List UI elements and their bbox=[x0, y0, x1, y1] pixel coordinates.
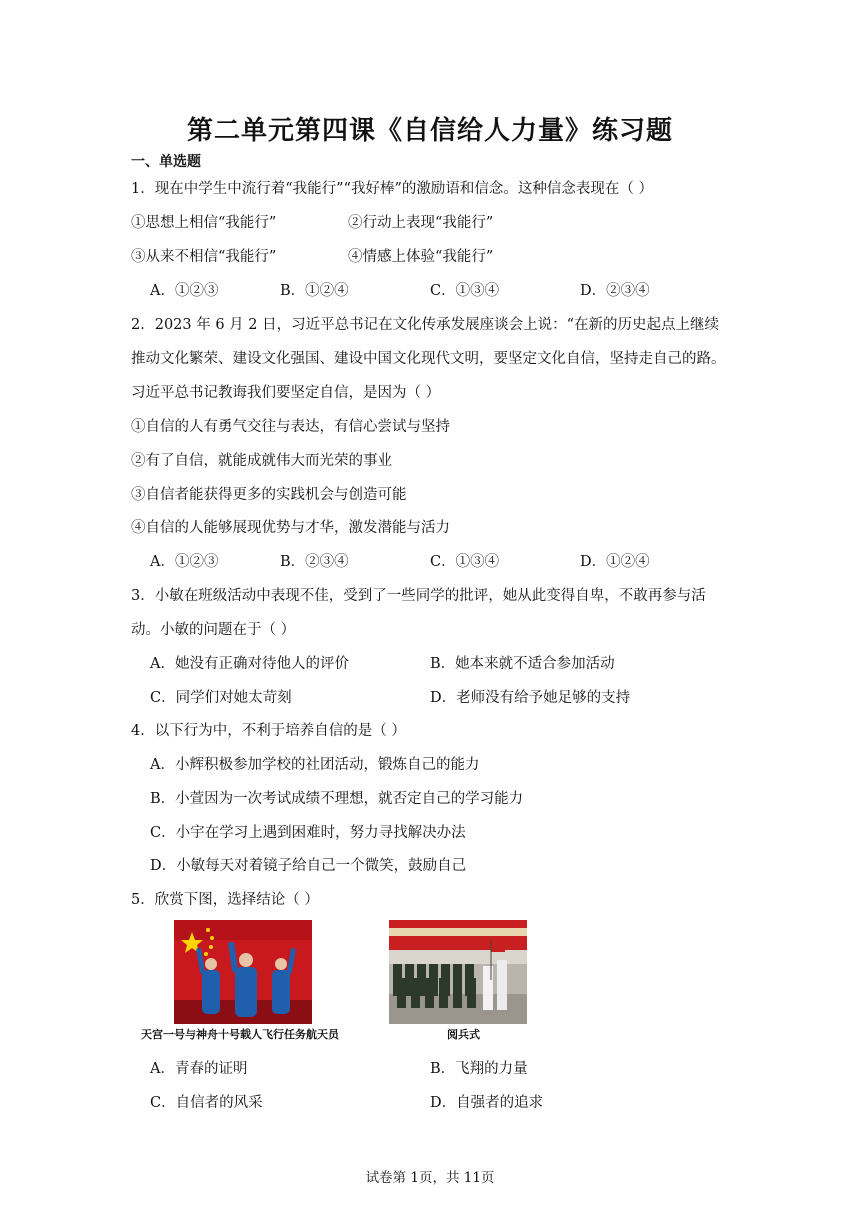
page-title: 第二单元第四课《自信给人力量》练习题 bbox=[186, 116, 673, 146]
q2-option-b[interactable]: B．②③④ bbox=[280, 554, 349, 570]
q4-option-d[interactable]: D．小敏每天对着镜子给自己一个微笑，鼓励自己 bbox=[150, 858, 467, 874]
q3-stem-line-1: 3．小敏在班级活动中表现不佳，受到了一些同学的批评，她从此变得自卑，不敢再参与活 bbox=[131, 588, 706, 604]
q2-stem-line-2: 推动文化繁荣、建设文化强国、建设中国文化现代文明，要坚定文化自信，坚持走自己的路。 bbox=[131, 351, 726, 367]
q5-option-a[interactable]: A．青春的证明 bbox=[150, 1061, 248, 1077]
q3-option-c[interactable]: C．同学们对她太苛刻 bbox=[150, 690, 292, 706]
q2-stem-line-3: 习近平总书记教诲我们要坚定自信，是因为（ ） bbox=[131, 385, 441, 401]
q3-option-b[interactable]: B．她本来就不适合参加活动 bbox=[430, 656, 615, 672]
q1-item-2: ②行动上表现“我能行” bbox=[348, 215, 494, 231]
q2-item-1: ①自信的人有勇气交往与表达，有信心尝试与坚持 bbox=[131, 419, 450, 435]
q1-option-c[interactable]: C．①③④ bbox=[430, 283, 500, 299]
q2-option-a[interactable]: A．①②③ bbox=[150, 554, 219, 570]
q1-item-3: ③从来不相信“我能行” bbox=[131, 249, 277, 265]
q1-stem: 1．现在中学生中流行着“我能行”“我好棒”的激励语和信念。这种信念表现在（ ） bbox=[131, 181, 653, 197]
q5-option-b[interactable]: B．飞翔的力量 bbox=[430, 1061, 528, 1077]
q3-option-d[interactable]: D．老师没有给予她足够的支持 bbox=[430, 690, 631, 706]
q4-option-b[interactable]: B．小萱因为一次考试成绩不理想，就否定自己的学习能力 bbox=[150, 791, 524, 807]
q3-stem-line-2: 动。小敏的问题在于（ ） bbox=[131, 622, 296, 638]
q2-option-d[interactable]: D．①②④ bbox=[580, 554, 650, 570]
q2-item-4: ④自信的人能够展现优势与才华，激发潜能与活力 bbox=[131, 520, 450, 536]
astronauts-caption: 天宫一号与神舟十号载人飞行任务航天员 bbox=[141, 1028, 339, 1041]
parade-caption: 阅兵式 bbox=[447, 1028, 480, 1041]
q4-option-a[interactable]: A．小辉积极参加学校的社团活动，锻炼自己的能力 bbox=[150, 757, 480, 773]
q5-option-c[interactable]: C．自信者的风采 bbox=[150, 1095, 263, 1111]
q2-item-3: ③自信者能获得更多的实践机会与创造可能 bbox=[131, 487, 407, 503]
q2-stem-line-1: 2．2023 年 6 月 2 日，习近平总书记在文化传承发展座谈会上说：“在新的历史起点上继续 bbox=[131, 317, 720, 333]
q4-option-c[interactable]: C．小宇在学习上遇到困难时，努力寻找解决办法 bbox=[150, 825, 466, 841]
q3-option-a[interactable]: A．她没有正确对待他人的评价 bbox=[150, 656, 349, 672]
q2-item-2: ②有了自信，就能成就伟大而光荣的事业 bbox=[131, 453, 392, 469]
q1-item-1: ①思想上相信“我能行” bbox=[131, 215, 277, 231]
q4-stem: 4．以下行为中，不利于培养自信的是（ ） bbox=[131, 723, 406, 739]
q1-option-a[interactable]: A．①②③ bbox=[150, 283, 219, 299]
q5-option-d[interactable]: D．自强者的追求 bbox=[430, 1095, 544, 1111]
q1-option-d[interactable]: D．②③④ bbox=[580, 283, 650, 299]
q2-option-c[interactable]: C．①③④ bbox=[430, 554, 500, 570]
q1-item-4: ④情感上体验“我能行” bbox=[348, 249, 494, 265]
astronauts-photo bbox=[174, 920, 312, 1024]
q5-stem: 5．欣赏下图，选择结论（ ） bbox=[131, 892, 319, 908]
q1-option-b[interactable]: B．①②④ bbox=[280, 283, 349, 299]
section-heading: 一、单选题 bbox=[131, 154, 201, 170]
page-footer: 试卷第 1页，共 11页 bbox=[365, 1170, 495, 1186]
parade-photo bbox=[389, 920, 527, 1024]
